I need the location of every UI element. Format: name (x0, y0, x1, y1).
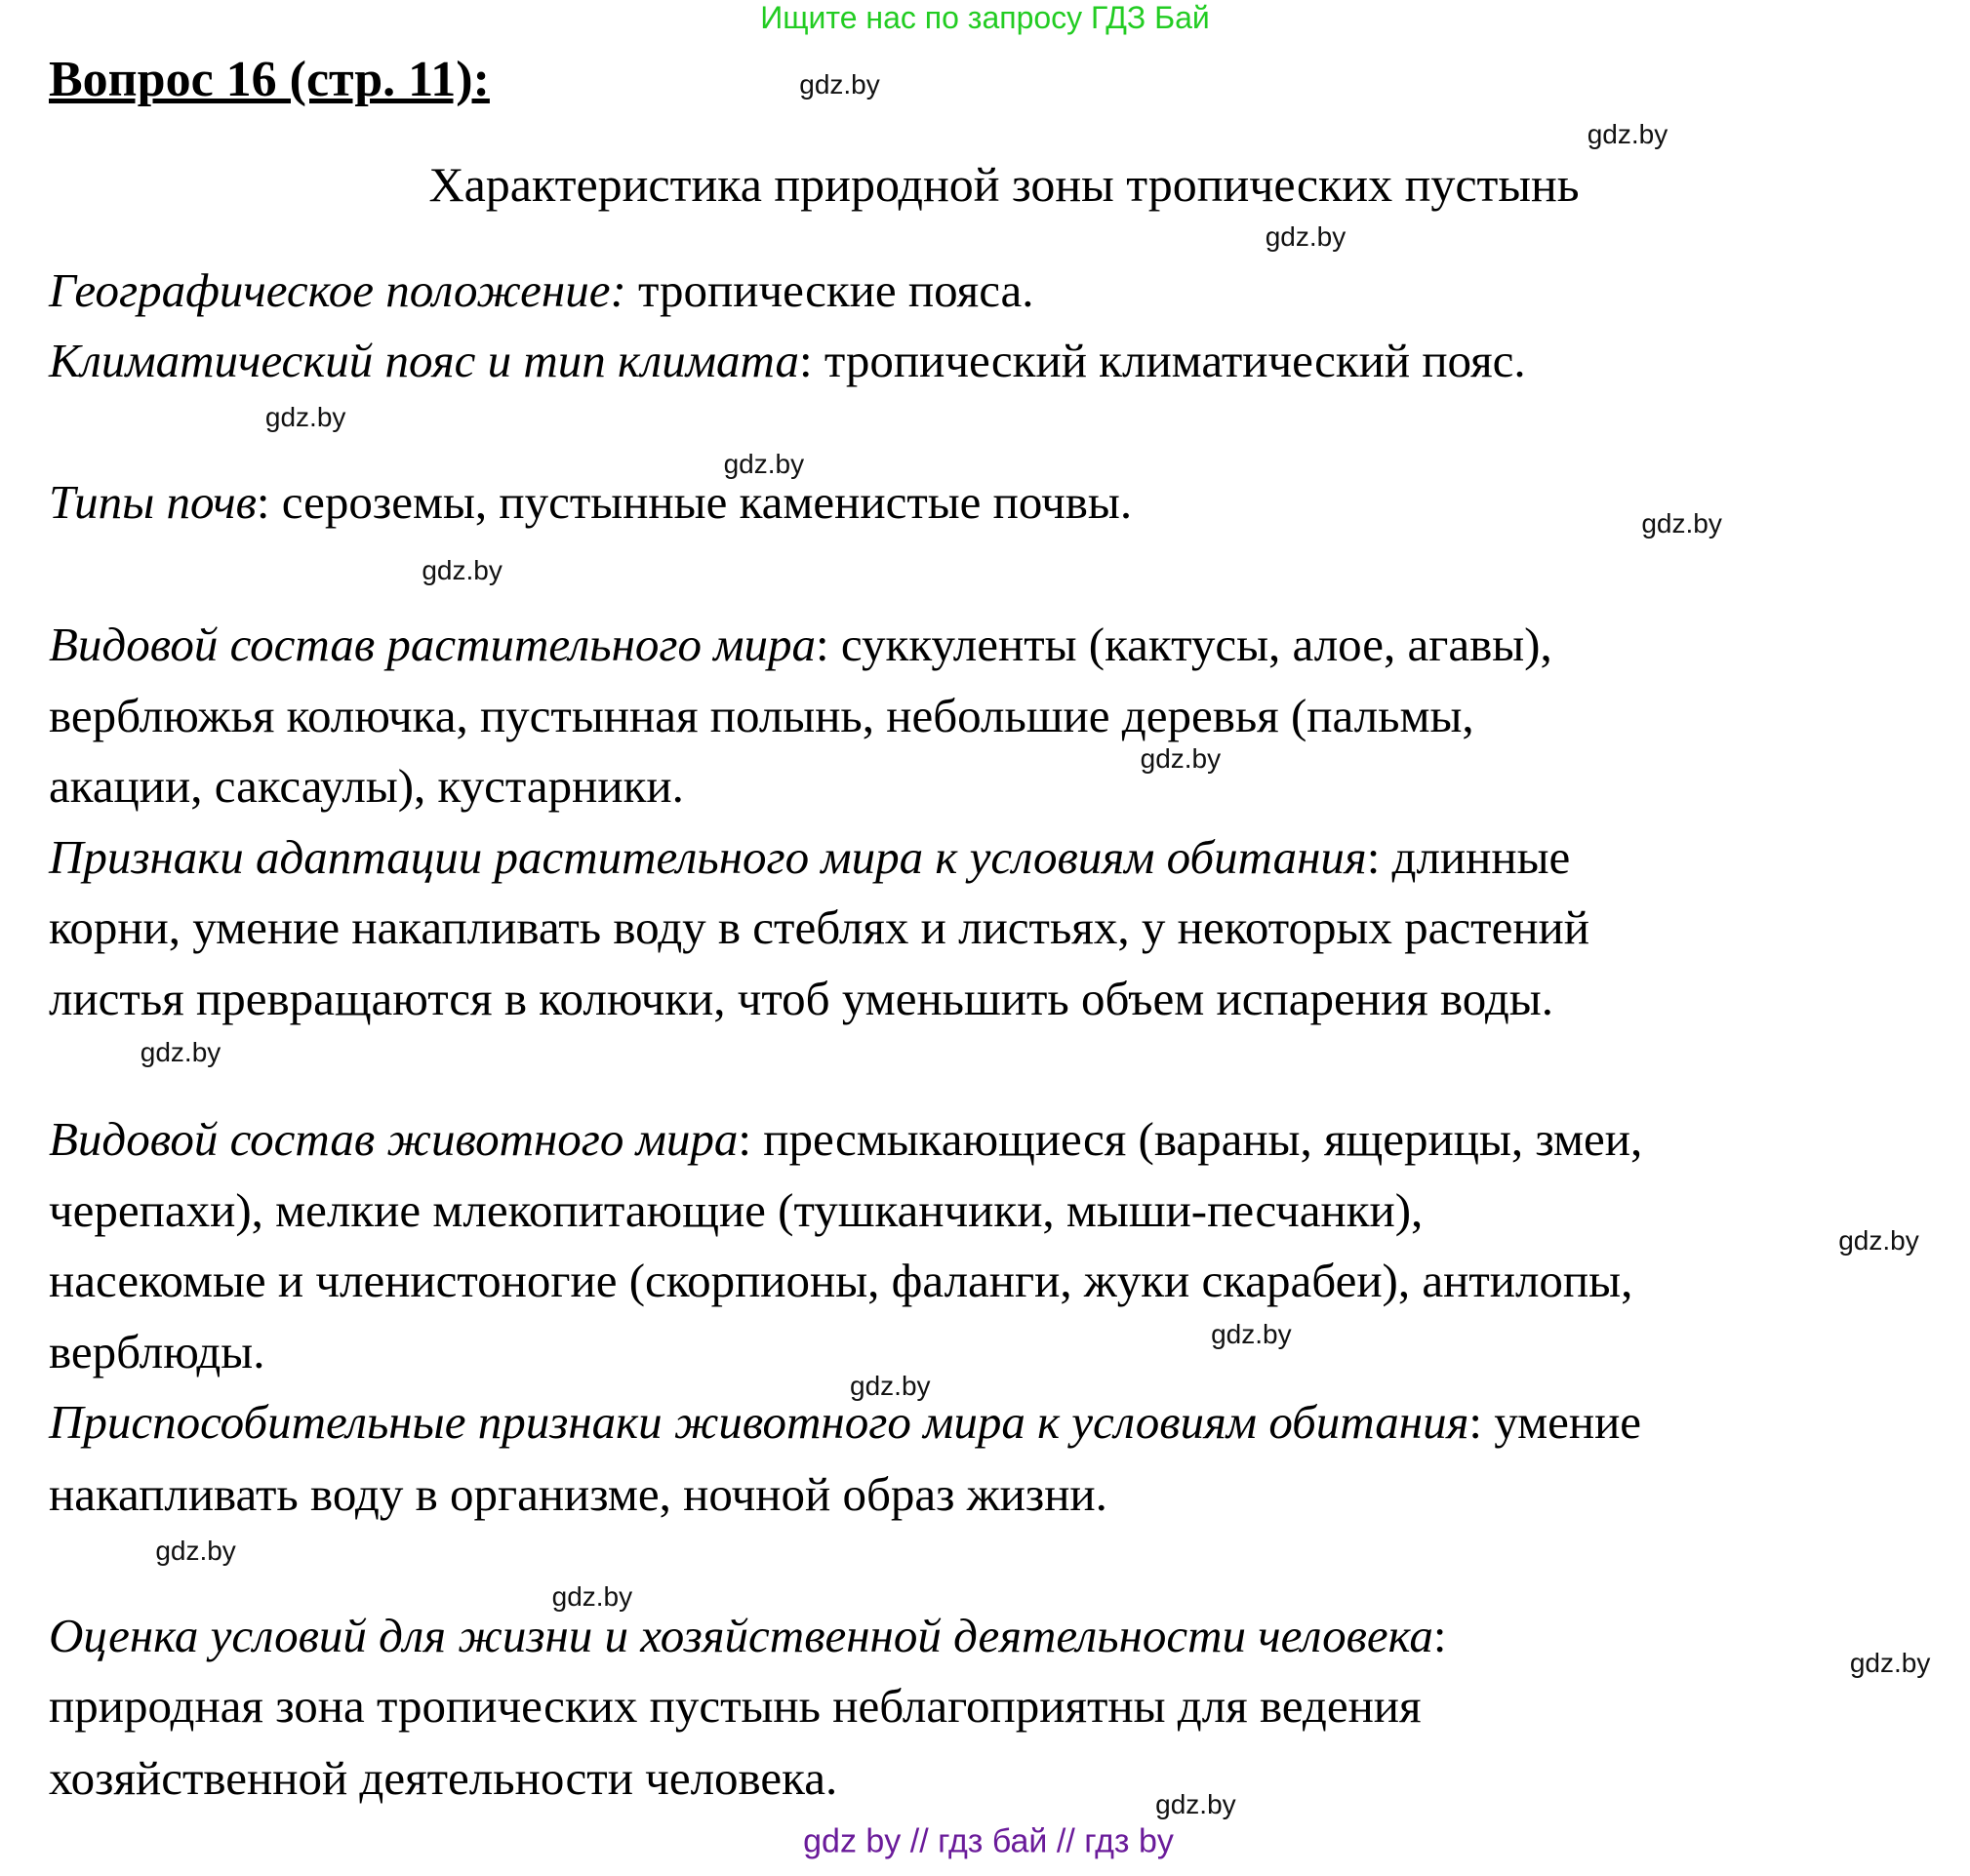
watermark-text: gdz.by (1155, 1789, 1236, 1820)
field-label: Признаки адаптации растительного мира к условиям обитания (49, 829, 1367, 884)
answer-line (49, 1323, 264, 1381)
field-value: насекомые и членистоногие (скорпионы, фаланги, жуки скарабеи), антилопы, (49, 1254, 1633, 1308)
question-heading: Вопрос 16 (стр. 11): (49, 52, 490, 107)
field-value: накапливать воду в организме, ночной образ жизни. (49, 1467, 1107, 1522)
field-value: верблюды. (49, 1324, 265, 1378)
field-value: : пресмыкающиеся (вараны, ящерицы, змеи, (738, 1112, 1643, 1167)
answer-line (49, 1393, 1641, 1452)
watermark-text: gdz.by (264, 402, 346, 433)
search-banner: Ищите нас по запросу ГДЗ Бай (760, 0, 1210, 35)
watermark-text: gdz.by (799, 68, 880, 100)
answer-line (49, 1465, 1107, 1524)
watermark-text: gdz.by (1265, 221, 1347, 253)
answer-line (49, 1110, 1642, 1169)
answer-line (49, 261, 1034, 320)
watermark-text: gdz.by (1140, 742, 1222, 774)
answer-line (49, 1749, 837, 1808)
answer-line (49, 687, 1474, 745)
field-label: Видовой состав животного мира (49, 1112, 739, 1167)
footer-links: gdz by // гдз бай // гдз by (803, 1822, 1174, 1860)
watermark-text: gdz.by (1838, 1225, 1919, 1256)
field-value: верблюжья колючка, пустынная полынь, небольшие деревья (пальмы, (49, 688, 1474, 742)
field-label: Географическое положение: (49, 262, 626, 317)
answer-line (49, 1607, 1446, 1665)
field-value: : умение (1468, 1395, 1642, 1450)
field-label: Видовой состав растительного мира (49, 618, 817, 672)
answer-line (49, 1252, 1632, 1310)
answer-line (49, 898, 1589, 957)
field-value: : сероземы, пустынные каменистые почвы. (256, 475, 1133, 529)
field-value: : длинные (1366, 829, 1571, 884)
field-label: Приспособительные признаки животного мира к условиям обитания (49, 1395, 1469, 1450)
answer-line (49, 828, 1570, 887)
watermark-text: gdz.by (551, 1580, 633, 1612)
watermark-text: gdz.by (140, 1037, 221, 1068)
watermark-text: gdz.by (1849, 1648, 1931, 1679)
field-value: черепахи), мелкие млекопитающие (тушканчики, мыши-песчанки), (49, 1182, 1424, 1237)
field-value: листья превращаются в колючки, чтоб уменьшить объем испарения воды. (49, 971, 1553, 1025)
answer-line (49, 1181, 1423, 1240)
field-label: Оценка условий для жизни и хозяйственной деятельности человека (49, 1609, 1433, 1663)
answer-line (49, 757, 684, 816)
watermark-text: gdz.by (1211, 1318, 1292, 1349)
answer-line (49, 1677, 1422, 1736)
field-value: акации, саксаулы), кустарники. (49, 759, 684, 814)
answer-line (49, 473, 1132, 532)
field-value: корни, умение накапливать воду в стеблях и листьях, у некоторых растений (49, 900, 1590, 955)
watermark-text: gdz.by (1641, 508, 1722, 539)
field-value: : суккуленты (кактусы, алое, агавы), (816, 618, 1552, 672)
field-value: : (1432, 1609, 1447, 1663)
field-label: Климатический пояс и тип климата (49, 334, 799, 388)
watermark-text: gdz.by (723, 449, 805, 480)
field-value: : тропический климатический пояс. (799, 334, 1526, 388)
watermark-text: gdz.by (422, 554, 503, 585)
document-title: Характеристика природной зоны тропических пустынь (428, 157, 1580, 212)
watermark-text: gdz.by (1587, 119, 1668, 150)
answer-line (49, 616, 1552, 674)
answer-line (49, 332, 1526, 390)
field-value: хозяйственной деятельности человека. (49, 1751, 838, 1806)
watermark-text: gdz.by (850, 1370, 931, 1401)
field-label: Типы почв (49, 475, 257, 529)
watermark-text: gdz.by (155, 1536, 236, 1567)
answer-line (49, 970, 1553, 1028)
field-value: тропические пояса. (625, 262, 1034, 317)
field-value: природная зона тропических пустынь неблагоприятны для ведения (49, 1679, 1422, 1734)
